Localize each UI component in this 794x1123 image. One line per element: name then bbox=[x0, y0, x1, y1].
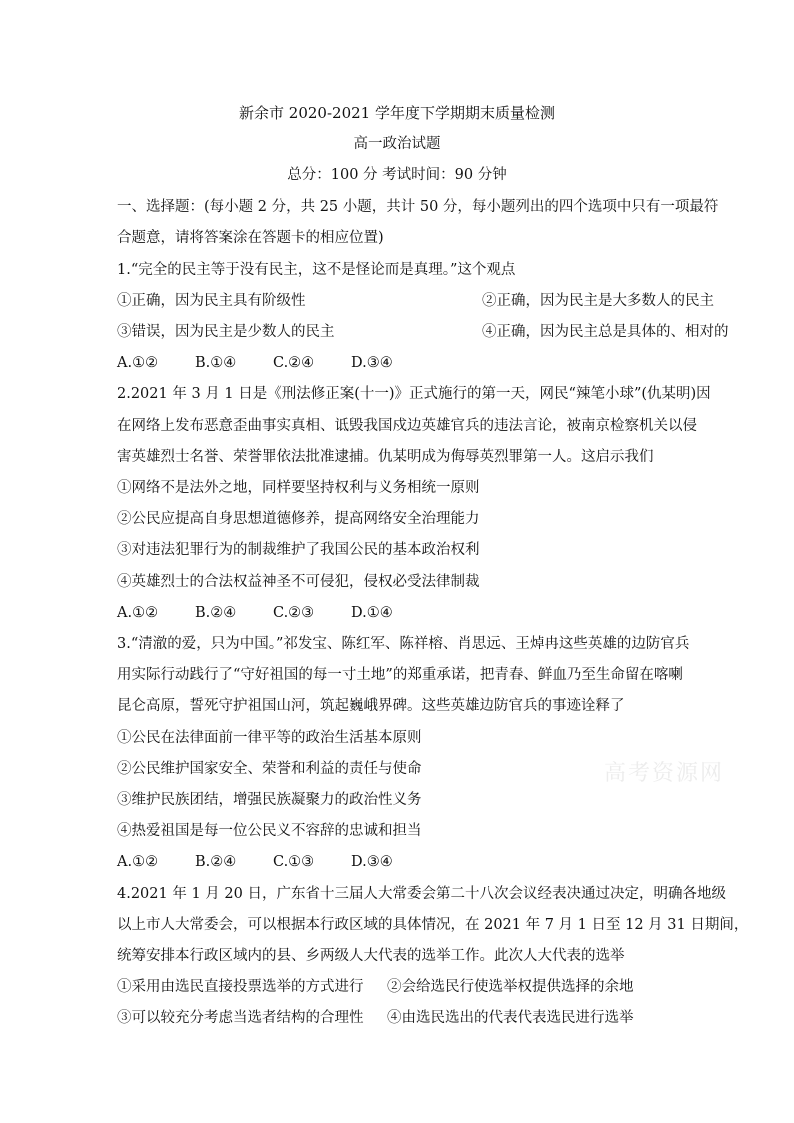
answer-choice: D.①④ bbox=[351, 605, 393, 621]
question-2-answers bbox=[117, 604, 429, 622]
question-3-stem: 3.“清澈的爱，只为中国。”祁发宝、陈红军、陈祥榕、肖思远、王焯冉这些英雄的边防官兵 bbox=[117, 636, 690, 652]
answer-choice: C.②④ bbox=[273, 355, 315, 371]
answer-choice: B.②④ bbox=[195, 605, 237, 621]
option: ④由选民选出的代表代表选民进行选举 bbox=[387, 1010, 634, 1026]
question-1-answers bbox=[117, 354, 429, 372]
option: ③对违法犯罪行为的制裁维护了我国公民的基本政治权利 bbox=[117, 542, 480, 558]
question-2-stem: 害英雄烈士名誉、荣誉罪依法批准逮捕。仇某明成为侮辱英烈罪第一人。这启示我们 bbox=[117, 449, 654, 465]
option: ④英雄烈士的合法权益神圣不可侵犯，侵权必受法律制裁 bbox=[117, 574, 480, 590]
question-4-stem: 以上市人大常委会，可以根据本行政区域的具体情况，在 2021 年 7 月 1 日至 12 月 31 日期间， bbox=[117, 917, 749, 933]
question-2-stem: 2.2021 年 3 月 1 日是《刑法修正案(十一)》正式施行的第一天，网民“辣笔小球”(仇某明)因 bbox=[117, 386, 711, 402]
question-4-stem: 4.2021 年 1 月 20 日，广东省十三届人大常委会第二十八次会议经表决通过决定，明确各地级 bbox=[117, 886, 726, 902]
option: ③可以较充分考虑当选者结构的合理性 bbox=[117, 1010, 364, 1026]
option: ②正确，因为民主是大多数人的民主 bbox=[482, 293, 714, 309]
question-1-stem: 1.“完全的民主等于没有民主，这不是怪论而是真理。”这个观点 bbox=[117, 262, 516, 278]
answer-choice: C.①③ bbox=[273, 854, 315, 870]
answer-choice: A.①② bbox=[117, 355, 159, 371]
option: ①采用由选民直接投票选举的方式进行 bbox=[117, 979, 364, 995]
exam-title: 新余市 2020-2021 学年度下学期期末质量检测 bbox=[239, 104, 555, 122]
option: ②公民维护国家安全、荣誉和利益的责任与使命 bbox=[117, 761, 422, 777]
option: ②公民应提高自身思想道德修养，提高网络安全治理能力 bbox=[117, 511, 480, 527]
question-4-option-row bbox=[117, 978, 634, 996]
question-3-stem: 用实际行动践行了“守好祖国的每一寸土地”的郑重承诺，把青春、鲜血乃至生命留在喀喇 bbox=[117, 667, 683, 683]
answer-choice: B.②④ bbox=[195, 854, 237, 870]
section-instruction: 一、选择题：(每小题 2 分，共 25 小题，共计 50 分，每小题列出的四个选项中只有一项最符 bbox=[117, 199, 719, 215]
answer-choice: D.③④ bbox=[351, 355, 393, 371]
option: ①正确，因为民主具有阶级性 bbox=[117, 293, 306, 309]
option: ①网络不是法外之地，同样要坚持权利与义务相统一原则 bbox=[117, 480, 480, 496]
answer-choice: D.③④ bbox=[351, 854, 393, 870]
question-2-stem: 在网络上发布恶意歪曲事实真相、诋毁我国戍边英雄官兵的违法言论，被南京检察机关以侵 bbox=[117, 418, 697, 434]
option: ③维护民族团结，增强民族凝聚力的政治性义务 bbox=[117, 792, 422, 808]
question-4-option-row bbox=[117, 1009, 634, 1027]
answer-choice: A.①② bbox=[117, 605, 159, 621]
option: ①公民在法律面前一律平等的政治生活基本原则 bbox=[117, 730, 422, 746]
question-3-stem: 昆仑高原，誓死守护祖国山河，筑起巍峨界碑。这些英雄边防官兵的事迹诠释了 bbox=[117, 698, 625, 714]
exam-subtitle: 高一政治试题 bbox=[353, 136, 441, 152]
answer-choice: B.①④ bbox=[195, 355, 237, 371]
answer-choice: A.①② bbox=[117, 854, 159, 870]
answer-choice: C.②③ bbox=[273, 605, 315, 621]
question-1-option-row bbox=[117, 292, 714, 310]
exam-meta: 总分：100 分 考试时间：90 分钟 bbox=[287, 167, 507, 183]
option: ④正确，因为民主总是具体的、相对的 bbox=[482, 324, 729, 340]
question-1-option-row bbox=[117, 323, 729, 341]
option: ②会给选民行使选举权提供选择的余地 bbox=[387, 979, 634, 995]
question-4-stem: 统筹安排本行政区域内的县、乡两级人大代表的选举工作。此次人大代表的选举 bbox=[117, 948, 625, 964]
section-instruction-cont: 合题意，请将答案涂在答题卡的相应位置) bbox=[117, 230, 384, 246]
option: ③错误，因为民主是少数人的民主 bbox=[117, 324, 335, 340]
watermark: 高考资源网 bbox=[604, 761, 725, 786]
option: ④热爱祖国是每一位公民义不容辞的忠诚和担当 bbox=[117, 823, 422, 839]
question-3-answers bbox=[117, 853, 429, 871]
